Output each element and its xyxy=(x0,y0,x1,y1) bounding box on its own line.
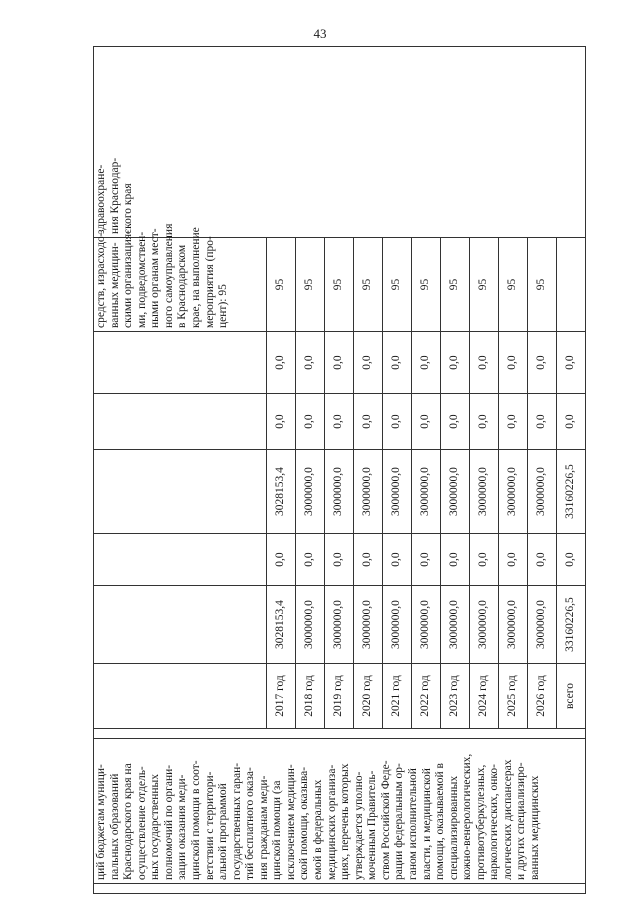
value-regional-cell: 33160226,5 xyxy=(557,450,586,534)
indicator-line: цент): 95 xyxy=(217,284,230,328)
description-line: пальных образований xyxy=(108,773,121,880)
value-other-cell: 0,0 xyxy=(528,332,557,394)
year-cell: 2018 год xyxy=(296,664,325,729)
value-regional-cell: 3000000,0 xyxy=(528,450,557,534)
value-total-cell: 3000000,0 xyxy=(325,586,354,664)
header-blank-year xyxy=(94,664,267,729)
year-cell: 2020 год xyxy=(354,664,383,729)
header-blank-regional xyxy=(94,450,267,534)
value-other-cell: 0,0 xyxy=(557,332,586,394)
target-cell: 95 xyxy=(528,237,557,331)
description-line: ных государственных xyxy=(149,773,162,880)
value-total-cell: 3000000,0 xyxy=(383,586,412,664)
value-local-cell: 0,0 xyxy=(470,394,499,450)
indicator-line: ными органам мест- xyxy=(149,228,162,328)
value-regional-cell: 3000000,0 xyxy=(354,450,383,534)
description-line: ния гражданам меди- xyxy=(257,775,270,880)
value-other-cell: 0,0 xyxy=(267,332,296,394)
description-line: тий бесплатного оказа- xyxy=(244,767,257,880)
indicator-line: мероприятия (про- xyxy=(203,236,216,328)
value-total-cell: 3000000,0 xyxy=(296,586,325,664)
table-body xyxy=(94,47,586,894)
value-other-cell: 0,0 xyxy=(296,332,325,394)
target-cell: 95 xyxy=(470,237,499,331)
rotated-table-wrapper xyxy=(93,46,585,894)
value-total-cell: 3000000,0 xyxy=(528,586,557,664)
year-cell: 2019 год xyxy=(325,664,354,729)
value-total-cell: 3000000,0 xyxy=(470,586,499,664)
description-line: осуществление отдель- xyxy=(135,766,148,880)
description-line: специализированных xyxy=(447,775,460,880)
header-blank-federal xyxy=(94,534,267,586)
year-cell: 2017 год xyxy=(267,664,296,729)
value-regional-cell: 3028153,4 xyxy=(267,450,296,534)
target-cell: 95 xyxy=(267,237,296,331)
organization-line: ского края xyxy=(122,183,135,234)
value-local-cell: 0,0 xyxy=(528,394,557,450)
value-other-cell: 0,0 xyxy=(325,332,354,394)
description-line: ской помощи, оказыва- xyxy=(298,766,311,880)
year-cell: 2022 год xyxy=(412,664,441,729)
target-cell: 95 xyxy=(441,237,470,331)
value-local-cell: 0,0 xyxy=(441,394,470,450)
value-local-cell: 0,0 xyxy=(412,394,441,450)
year-cell: 2024 год xyxy=(470,664,499,729)
description-line: ством Российской Феде- xyxy=(379,760,392,880)
value-federal-cell: 0,0 xyxy=(441,534,470,586)
description-line: помощи, оказываемой в xyxy=(434,763,447,880)
description-line: наркологических, онко- xyxy=(488,764,501,880)
indicator-line: крае, на выполнение xyxy=(189,227,202,328)
description-line: исключением медицин- xyxy=(284,764,297,880)
value-local-cell: 0,0 xyxy=(354,394,383,450)
value-local-cell: 0,0 xyxy=(499,394,528,450)
indicator-line: ванных медицин- xyxy=(108,242,121,328)
value-other-cell: 0,0 xyxy=(383,332,412,394)
description-line: Краснодарского края на xyxy=(122,763,135,880)
value-total-cell: 33160226,5 xyxy=(557,586,586,664)
target-cell: 95 xyxy=(354,237,383,331)
value-regional-cell: 3000000,0 xyxy=(499,450,528,534)
value-local-cell: 0,0 xyxy=(557,394,586,450)
organization-cell xyxy=(94,47,586,238)
value-other-cell: 0,0 xyxy=(441,332,470,394)
table-row-top xyxy=(94,47,267,894)
value-regional-cell: 3000000,0 xyxy=(296,450,325,534)
description-line: власти, и медицинской xyxy=(420,768,433,880)
target-cell: 95 xyxy=(383,237,412,331)
row-number-cell xyxy=(94,884,586,894)
value-regional-cell: 3000000,0 xyxy=(325,450,354,534)
description-line: цинской помощи в соот- xyxy=(189,760,202,880)
target-cell: 95 xyxy=(325,237,354,331)
value-local-cell: 0,0 xyxy=(383,394,412,450)
value-total-cell: 3000000,0 xyxy=(499,586,528,664)
value-federal-cell: 0,0 xyxy=(325,534,354,586)
value-other-cell: 0,0 xyxy=(354,332,383,394)
value-total-cell: 3000000,0 xyxy=(441,586,470,664)
value-regional-cell: 3000000,0 xyxy=(383,450,412,534)
description-line: медицинских организа- xyxy=(325,764,338,880)
description-line: емой в федеральных xyxy=(312,779,324,880)
value-federal-cell: 0,0 xyxy=(499,534,528,586)
target-cell: 95 xyxy=(412,237,441,331)
header-blank-local xyxy=(94,394,267,450)
value-local-cell: 0,0 xyxy=(267,394,296,450)
value-other-cell: 0,0 xyxy=(470,332,499,394)
year-cell: 2021 год xyxy=(383,664,412,729)
description-line: ванных медицинских xyxy=(529,775,541,880)
header-blank-other xyxy=(94,332,267,394)
description-line: ций бюджетам муници- xyxy=(95,764,107,880)
description-line: утверждается уполно- xyxy=(352,771,365,880)
description-line: государственных гаран- xyxy=(230,762,243,880)
target-cell: 95 xyxy=(499,237,528,331)
financing-table xyxy=(93,46,586,894)
description-line: противотуберкулезных, xyxy=(474,764,487,880)
value-other-cell: 0,0 xyxy=(499,332,528,394)
value-federal-cell: 0,0 xyxy=(383,534,412,586)
value-local-cell: 0,0 xyxy=(296,394,325,450)
description-line: кожно-венерологических, xyxy=(461,753,474,880)
value-local-cell: 0,0 xyxy=(325,394,354,450)
description-line: циях, перечень которых xyxy=(339,763,352,880)
value-federal-cell: 0,0 xyxy=(528,534,557,586)
organization-line: здравоохране- xyxy=(95,164,107,234)
indicator-line: средств, израсходо- xyxy=(95,232,107,328)
indicator-cell xyxy=(94,223,267,331)
indicator-line: ми, подведомствен- xyxy=(135,231,148,328)
value-federal-cell: 0,0 xyxy=(296,534,325,586)
value-regional-cell: 3000000,0 xyxy=(441,450,470,534)
target-cell: 95 xyxy=(296,237,325,331)
year-cell: 2025 год xyxy=(499,664,528,729)
description-line: зации оказания меди- xyxy=(176,774,189,880)
indicator-line: скими организация- xyxy=(122,230,135,328)
value-regional-cell: 3000000,0 xyxy=(412,450,441,534)
description-line: ветствии с территори- xyxy=(203,771,216,880)
indicator-line: в Краснодарском xyxy=(176,244,189,328)
value-federal-cell: 0,0 xyxy=(267,534,296,586)
description-line: ганом исполнительной xyxy=(406,768,419,880)
year-cell: 2026 год xyxy=(528,664,557,729)
value-total-cell: 3000000,0 xyxy=(412,586,441,664)
description-line: рации федеральным ор- xyxy=(393,763,406,880)
description-cell xyxy=(94,739,586,884)
value-total-cell: 3028153,4 xyxy=(267,586,296,664)
description-line: альной программой xyxy=(217,783,230,880)
value-total-cell: 3000000,0 xyxy=(354,586,383,664)
description-line: моченным Правитель- xyxy=(366,770,379,880)
description-line: и других специализиро- xyxy=(515,762,528,880)
value-federal-cell: 0,0 xyxy=(557,534,586,586)
page-number: 43 xyxy=(313,26,327,41)
description-text xyxy=(95,742,543,880)
description-line: логических диспансерах xyxy=(501,759,514,880)
value-federal-cell: 0,0 xyxy=(354,534,383,586)
value-other-cell: 0,0 xyxy=(412,332,441,394)
organization-line: ния Краснодар- xyxy=(108,157,121,234)
value-federal-cell: 0,0 xyxy=(470,534,499,586)
status-cell xyxy=(94,729,586,739)
description-line: полномочий по органи- xyxy=(162,764,175,880)
header-blank-total xyxy=(94,586,267,664)
description-line: цинской помощи (за xyxy=(271,780,284,880)
value-federal-cell: 0,0 xyxy=(412,534,441,586)
year-cell: всего xyxy=(557,664,586,729)
value-regional-cell: 3000000,0 xyxy=(470,450,499,534)
indicator-line: ного самоуправления xyxy=(162,223,175,328)
year-cell: 2023 год xyxy=(441,664,470,729)
target-cell xyxy=(557,237,586,331)
